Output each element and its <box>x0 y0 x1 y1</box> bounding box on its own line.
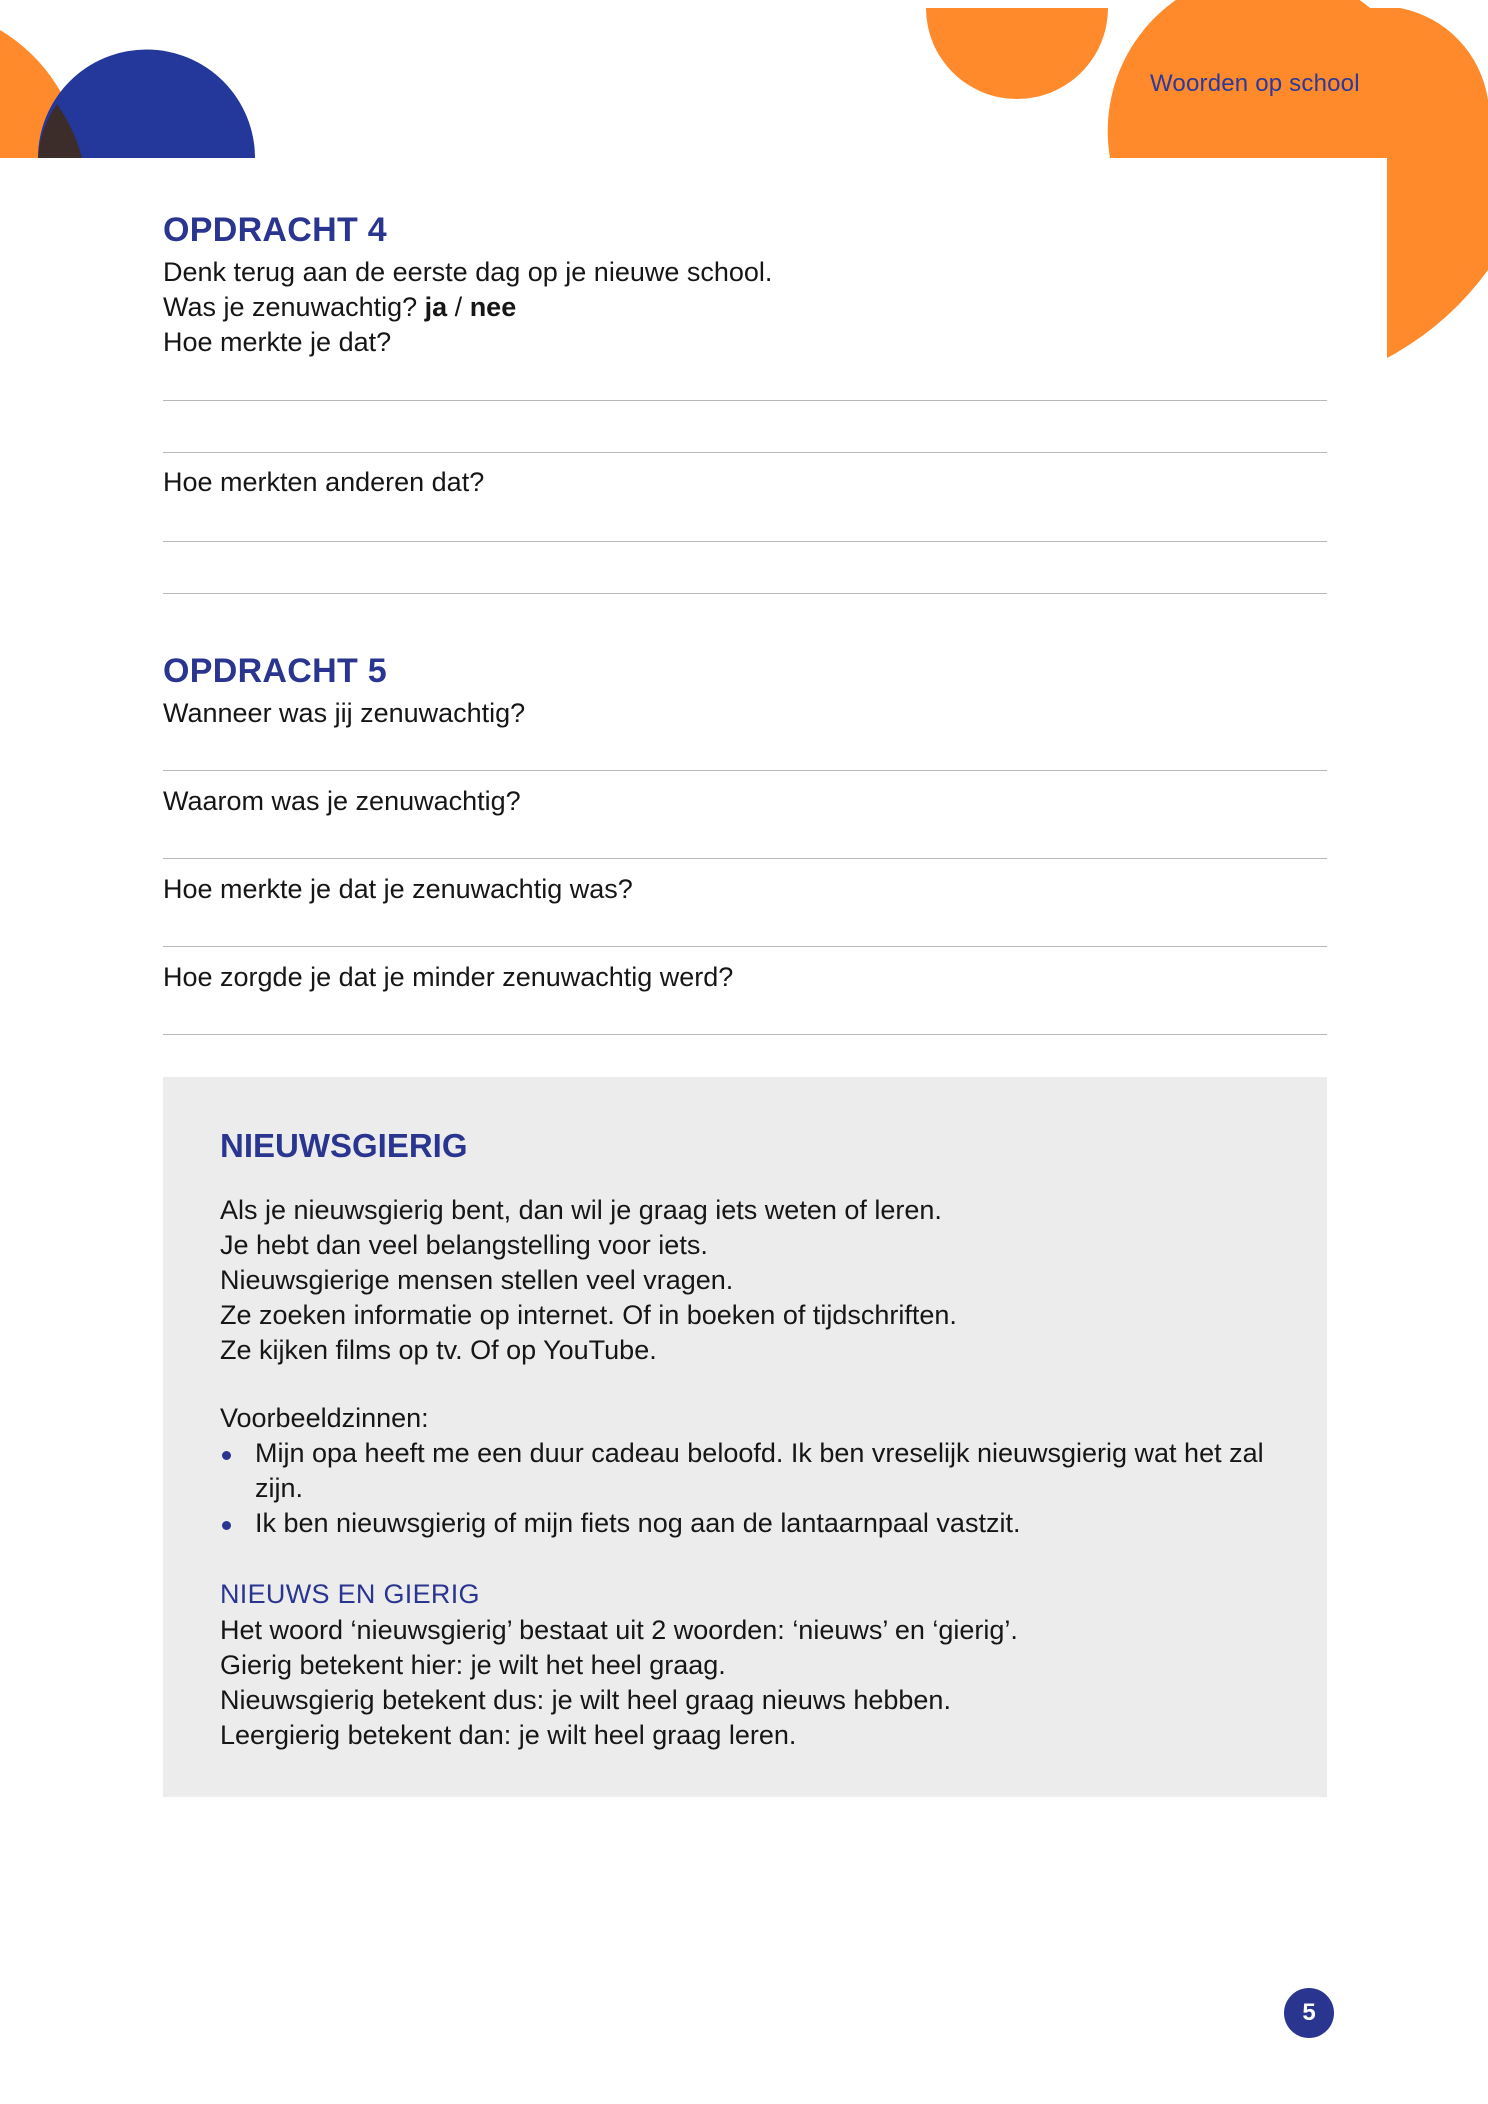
opdracht5-title: OPDRACHT 5 <box>163 652 388 690</box>
opdracht4-question-1: Hoe merkte je dat? <box>163 327 392 357</box>
opdracht5-question-4: Hoe zorgde je dat je minder zenuwachtig werd? <box>163 962 734 992</box>
examples-list <box>220 1436 1280 1541</box>
info-box-nieuwsgierig <box>163 1077 1327 1797</box>
answer-line[interactable] <box>163 1034 1327 1035</box>
info-box-subtitle: NIEUWS EN GIERIG <box>220 1579 480 1609</box>
running-head: Woorden op school <box>1150 70 1360 97</box>
explanation-line: Het woord ‘nieuwsgierig’ bestaat uit 2 woorden: ‘nieuws’ en ‘gierig’. <box>220 1615 1018 1645</box>
answer-line[interactable] <box>163 593 1327 594</box>
answer-line[interactable] <box>163 452 1327 453</box>
answer-line[interactable] <box>163 858 1327 859</box>
definition-line: Ze kijken films op tv. Of op YouTube. <box>220 1335 657 1365</box>
explanation-line: Nieuwsgierig betekent dus: je wilt heel graag nieuws hebben. <box>220 1685 951 1715</box>
answer-line[interactable] <box>163 541 1327 542</box>
orange-big-shape-right <box>1108 0 1488 358</box>
definition-line: Als je nieuwsgierig bent, dan wil je graag iets weten of leren. <box>220 1195 942 1225</box>
opdracht5-question-2: Waarom was je zenuwachtig? <box>163 786 521 816</box>
answer-ja[interactable]: ja <box>424 292 448 322</box>
example-sentence: Ik ben nieuwsgierig of mijn fiets nog aan de lantaarnpaal vastzit. <box>220 1506 1280 1541</box>
opdracht4-title: OPDRACHT 4 <box>163 211 388 249</box>
definition-paragraph <box>220 1193 957 1368</box>
answer-line[interactable] <box>163 946 1327 947</box>
definition-line: Je hebt dan veel belangstelling voor iets. <box>220 1230 708 1260</box>
opdracht4-question-2: Hoe merkten anderen dat? <box>163 467 485 497</box>
page-number-badge: 5 <box>1284 1988 1334 2038</box>
answer-separator: / <box>447 292 470 322</box>
definition-line: Ze zoeken informatie op internet. Of in boeken of tijdschriften. <box>220 1300 957 1330</box>
explanation-paragraph <box>220 1613 1018 1753</box>
nervous-question-text: Was je zenuwachtig? <box>163 292 425 322</box>
info-box-title: NIEUWSGIERIG <box>220 1127 468 1164</box>
opdracht5-question-3: Hoe merkte je dat je zenuwachtig was? <box>163 874 633 904</box>
explanation-line: Leergierig betekent dan: je wilt heel graag leren. <box>220 1720 797 1750</box>
definition-line: Nieuwsgierige mensen stellen veel vragen. <box>220 1265 734 1295</box>
example-sentence: Mijn opa heeft me een duur cadeau beloofd. Ik ben vreselijk nieuwsgierig wat het zal zijn. <box>220 1436 1280 1506</box>
answer-line[interactable] <box>163 400 1327 401</box>
opdracht5-question-1: Wanneer was jij zenuwachtig? <box>163 698 526 728</box>
opdracht4-nervous-question <box>163 290 516 325</box>
opdracht4-intro: Denk terug aan de eerste dag op je nieuwe school. <box>163 257 773 287</box>
answer-nee[interactable]: nee <box>469 292 517 322</box>
answer-line[interactable] <box>163 770 1327 771</box>
explanation-line: Gierig betekent hier: je wilt het heel graag. <box>220 1650 726 1680</box>
orange-circle-top <box>926 8 1108 99</box>
examples-label: Voorbeeldzinnen: <box>220 1403 429 1433</box>
